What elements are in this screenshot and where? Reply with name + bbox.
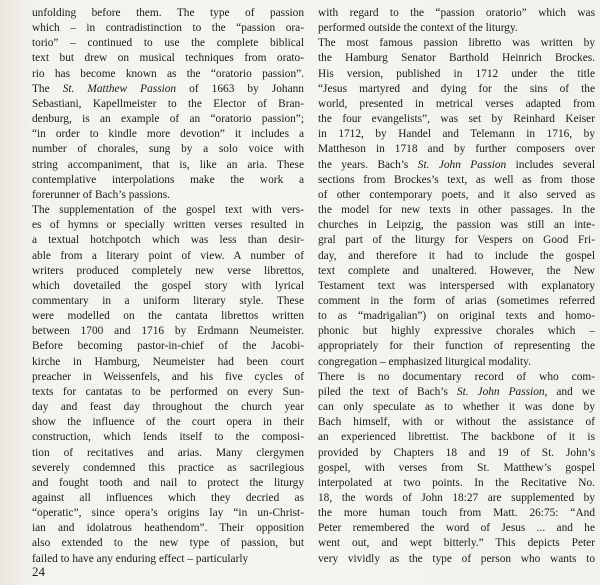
text-line: commentary in a uniform literary style. These (32, 294, 304, 307)
text-line: the years. Bach’s St. John Passion includes several (318, 158, 595, 171)
text-line: There is no documentary record of who com- (318, 370, 595, 383)
text-line: the model for new texts in other passages. In the (318, 204, 595, 217)
text-line: and fought tooth and nail to protect the liturgy (32, 476, 304, 489)
text-line: an experienced librettist. The backbone of it is (318, 431, 595, 444)
text-line: Testament text was interspersed with explanatory (318, 279, 595, 292)
footer-rule (32, 558, 594, 559)
page-number: 24 (32, 564, 45, 579)
text-line: also extended to the new type of passion, but (32, 537, 304, 550)
text-line: text complete and unaltered. However, the New (318, 264, 595, 277)
text-line: “in order to kindle more devotion” it includes a (32, 128, 304, 141)
text-line: in 1712, by Handel and Telemann in 1716, by (318, 128, 595, 141)
text-line: construction, which lends itself to the composi- (32, 431, 304, 444)
right-text-column (318, 6, 595, 567)
text-line: piled the text of Bach’s St. John Passion, and we (318, 385, 595, 398)
text-line: string accompaniment, that is, like an aria. These (32, 158, 304, 171)
text-line: were modelled on the cantata librettos written (32, 310, 304, 323)
text-line: a textual hotchpotch which was less than desir- (32, 234, 304, 247)
text-line: text but drew on musical techniques from orato- (32, 52, 304, 65)
text-line: against all influences which they decried as (32, 492, 304, 504)
text-line: interpolated at two points. In the Recitative No. (318, 476, 595, 489)
text-line: day and feast day throughout the church year (32, 401, 304, 414)
text-line: Peter remembered the word of Jesus ... and he (318, 522, 595, 535)
text-line: His version, published in 1712 under the title (318, 67, 595, 80)
text-line: 18, the words of John 18:27 are supplemented by (318, 492, 595, 504)
text-line: “Jesus martyred and dying for the sins of the (318, 82, 595, 95)
text-line: very vividly as the type of person who wants to (318, 552, 595, 565)
text-line: world, presented in metrical verses adapted from (318, 97, 595, 110)
text-line: the more human touch from Matt. 26:75: “And (318, 507, 595, 520)
text-line: number of chorales, sung by a solo voice with (32, 143, 304, 156)
text-line: can only speculate as to whether it was done by (318, 401, 595, 414)
text-line: able from a literary point of view. A number of (32, 249, 304, 262)
text-line: writers produced completely new verse librettos, (32, 264, 304, 277)
text-line: tion of recitatives and arias. Many clergymen (32, 446, 304, 459)
text-line: severely condemned this practice as sacrilegious (32, 461, 304, 474)
text-line: comment in the form of arias (sometimes referred (318, 294, 595, 307)
text-line: appropriately for their function of representing the (318, 340, 595, 353)
text-line: provided by Chapters 18 and 19 of St. John’s (318, 446, 595, 459)
text-line: of other contemporary poets, and it also served as (318, 188, 595, 201)
text-line: Bach himself, with or without the assistance of (318, 416, 595, 429)
text-line: with regard to the “passion oratorio” which was (318, 7, 595, 19)
text-line: The supplementation of the gospel text with vers- (32, 204, 304, 217)
text-line: congregation – emphasized liturgical modality. (318, 355, 531, 368)
text-line: show the influence of the court opera in their (32, 416, 304, 429)
text-line: gospel, with verses from St. Matthew’s gospel (318, 461, 595, 474)
text-line: the four evangelists”, was set by Reinhard Keiser (318, 113, 595, 126)
text-line: sections from Brockes’s text, as well as from those (318, 173, 595, 186)
text-line: The St. Matthew Passion of 1663 by Johann (32, 82, 304, 95)
text-line: the Hamburg Senator Barthold Heinrich Brockes. (318, 52, 595, 65)
left-text-column (32, 6, 304, 567)
text-line: Mattheson in 1718 and by further composers over (318, 143, 595, 156)
text-line: contemplative interpolations make the work a (32, 173, 304, 186)
text-line: texts for cantatas to be performed on every Sun- (32, 385, 304, 398)
text-line: rio has become known as the “oratorio passion”. (32, 67, 304, 80)
text-line: denburg, is an example of an “oratorio passion”; (32, 113, 304, 126)
text-line: kirche in Hamburg, Neumeister had been court (32, 355, 304, 368)
text-line: forerunner of Bach’s passions. (32, 188, 170, 201)
text-line: which dovetailed the gospel story with lyrical (32, 279, 304, 292)
text-line: “operatic”, since opera’s origins lay “in un-Christ- (32, 507, 304, 520)
text-line: unfolding before them. The type of passion (32, 7, 304, 19)
text-line: to as “madrigalian”) on original texts and homo- (318, 310, 595, 323)
text-line: failed to have any enduring effect – particularly (32, 552, 249, 565)
text-line: phonic but highly expressive chorales which – (318, 325, 595, 338)
text-line: es of hymns or specially written verses resulted in (32, 219, 304, 232)
text-line: which – in contradistinction to the “passion ora- (32, 22, 304, 35)
text-line: went out, and wept bitterly.” This depicts Peter (318, 537, 595, 550)
text-line: Sebastiani, Kapellmeister to the Elector of Bran- (32, 97, 304, 110)
text-line: between 1700 and 1716 by Erdmann Neumeister. (32, 325, 304, 338)
text-line: performed outside the context of the liturgy. (318, 22, 518, 35)
text-line: preacher in Weissenfels, and his five cycles of (32, 370, 304, 383)
text-line: gral part of the liturgy for Vespers on Good Fri- (318, 234, 595, 247)
text-line: day, and therefore it had to include the gospel (318, 249, 595, 262)
text-line: ian and idolatrous heathendom”. Their opposition (32, 522, 304, 535)
text-line: The most famous passion libretto was written by (318, 37, 595, 50)
text-line: Before becoming pastor-in-chief of the Jacobi- (32, 340, 304, 353)
text-line: torio” – continued to use the complete biblical (32, 37, 304, 50)
text-line: churches in Leipzig, the passion was still an inte- (318, 219, 595, 232)
